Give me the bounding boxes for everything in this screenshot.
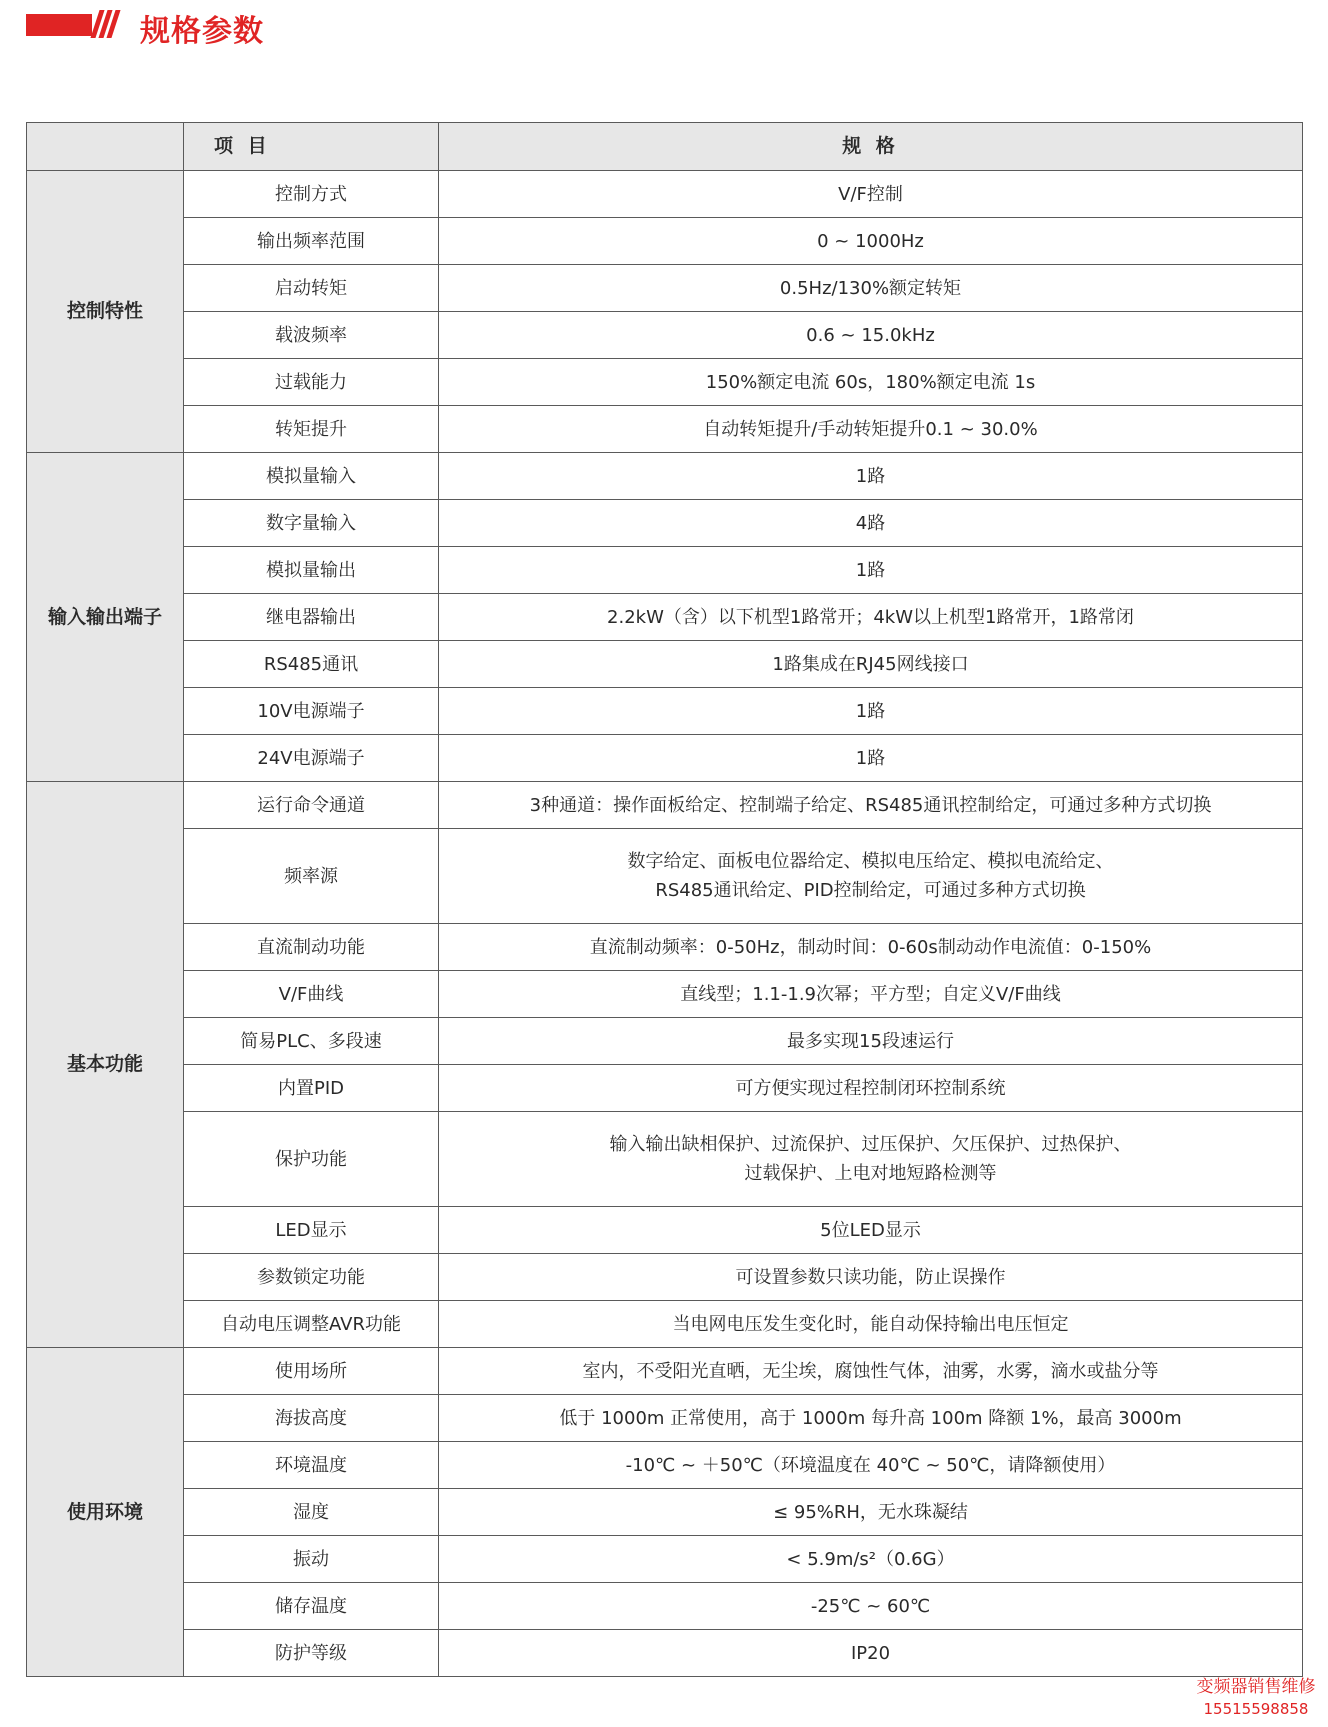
spec-line: 数字给定、面板电位器给定、模拟电压给定、模拟电流给定、	[627, 851, 1114, 872]
spec-cell	[439, 829, 1303, 924]
spec-cell	[439, 1348, 1303, 1395]
spec-cell	[439, 1583, 1303, 1630]
item-cell: 内置PID	[184, 1065, 439, 1112]
table-row	[27, 735, 1303, 782]
item-cell: LED显示	[184, 1207, 439, 1254]
item-cell: 载波频率	[184, 312, 439, 359]
table-row	[27, 971, 1303, 1018]
table-row	[27, 1583, 1303, 1630]
spec-line: IP20	[850, 1642, 891, 1664]
item-cell: 10V电源端子	[184, 688, 439, 735]
spec-line: -10℃ ~ ＋50℃（环境温度在 40℃ ~ 50℃，请降额使用）	[625, 1454, 1116, 1476]
table-row	[27, 1630, 1303, 1677]
table-row	[27, 1018, 1303, 1065]
spec-cell	[439, 594, 1303, 641]
item-cell: 运行命令通道	[184, 782, 439, 829]
spec-cell	[439, 1254, 1303, 1301]
item-cell: RS485通讯	[184, 641, 439, 688]
spec-cell	[439, 171, 1303, 218]
spec-line: 直线型；1.1-1.9次幂；平方型；自定义V/F曲线	[680, 983, 1061, 1005]
item-cell: 过载能力	[184, 359, 439, 406]
item-cell: 保护功能	[184, 1112, 439, 1207]
spec-line: 4路	[855, 512, 886, 534]
item-cell: 直流制动功能	[184, 924, 439, 971]
spec-cell	[439, 1018, 1303, 1065]
spec-cell	[439, 1395, 1303, 1442]
spec-line: 室内，不受阳光直晒，无尘埃，腐蚀性气体，油雾，水雾，滴水或盐分等	[582, 1360, 1159, 1382]
table-row	[27, 1112, 1303, 1207]
spec-line: 过载保护、上电对地短路检测等	[744, 1163, 997, 1184]
spec-cell	[439, 312, 1303, 359]
table-row	[27, 171, 1303, 218]
table-row	[27, 1348, 1303, 1395]
item-cell: V/F曲线	[184, 971, 439, 1018]
watermark-phone: 15515598858	[1203, 1700, 1309, 1718]
spec-line: 1路	[855, 465, 886, 487]
spec-line: RS485通讯给定、PID控制给定，可通过多种方式切换	[655, 880, 1086, 901]
spec-cell	[439, 1442, 1303, 1489]
spec-cell	[439, 265, 1303, 312]
spec-cell	[439, 1112, 1303, 1207]
spec-line: < 5.9m/s²（0.6G）	[786, 1548, 955, 1570]
item-cell: 模拟量输出	[184, 547, 439, 594]
item-cell: 输出频率范围	[184, 218, 439, 265]
table-row	[27, 1536, 1303, 1583]
spec-line: 自动转矩提升/手动转矩提升0.1 ~ 30.0%	[703, 418, 1038, 440]
item-cell: 使用场所	[184, 1348, 439, 1395]
spec-cell	[439, 547, 1303, 594]
spec-cell	[439, 1536, 1303, 1583]
spec-line: 2.2kW（含）以下机型1路常开；4kW以上机型1路常开，1路常闭	[607, 606, 1134, 628]
spec-cell	[439, 1301, 1303, 1348]
table-row	[27, 594, 1303, 641]
spec-line: 0 ~ 1000Hz	[817, 230, 924, 252]
header-category	[27, 123, 184, 171]
item-cell: 湿度	[184, 1489, 439, 1536]
item-cell: 简易PLC、多段速	[184, 1018, 439, 1065]
category-cell: 使用环境	[27, 1348, 184, 1677]
spec-line: 可方便实现过程控制闭环控制系统	[735, 1077, 1006, 1099]
spec-line: ≤ 95%RH，无水珠凝结	[773, 1501, 968, 1523]
header-slash-marks	[92, 10, 116, 40]
spec-cell	[439, 359, 1303, 406]
spec-line: 输入输出缺相保护、过流保护、过压保护、欠压保护、过热保护、	[609, 1134, 1132, 1155]
table-row	[27, 265, 1303, 312]
table-row	[27, 500, 1303, 547]
spec-cell	[439, 1489, 1303, 1536]
spec-line: 1路	[855, 559, 886, 581]
spec-cell	[439, 453, 1303, 500]
item-cell: 海拔高度	[184, 1395, 439, 1442]
page-header	[0, 0, 1328, 60]
table-row	[27, 1254, 1303, 1301]
table-row	[27, 547, 1303, 594]
spec-cell	[439, 500, 1303, 547]
spec-line: -25℃ ~ 60℃	[810, 1595, 931, 1617]
watermark	[1186, 1676, 1326, 1720]
table-row	[27, 641, 1303, 688]
item-cell: 频率源	[184, 829, 439, 924]
spec-cell	[439, 1065, 1303, 1112]
spec-cell	[439, 218, 1303, 265]
table-row	[27, 1442, 1303, 1489]
table-row	[27, 1489, 1303, 1536]
spec-cell	[439, 735, 1303, 782]
spec-line: V/F控制	[838, 183, 903, 205]
item-cell: 储存温度	[184, 1583, 439, 1630]
table-row	[27, 829, 1303, 924]
header-item: 项 目	[184, 123, 439, 171]
spec-table	[26, 122, 1303, 1677]
page-title: 规格参数	[140, 14, 264, 49]
item-cell: 转矩提升	[184, 406, 439, 453]
table-row	[27, 1065, 1303, 1112]
header-accent-bar	[26, 14, 92, 36]
spec-cell	[439, 1207, 1303, 1254]
table-row	[27, 359, 1303, 406]
spec-line: 1路集成在RJ45网线接口	[772, 653, 969, 675]
table-row	[27, 312, 1303, 359]
category-cell: 控制特性	[27, 171, 184, 453]
header-spec: 规 格	[439, 123, 1303, 171]
table-row	[27, 1301, 1303, 1348]
item-cell: 模拟量输入	[184, 453, 439, 500]
spec-line: 直流制动频率：0-50Hz，制动时间：0-60s制动动作电流值：0-150%	[589, 936, 1152, 958]
spec-line: 可设置参数只读功能，防止误操作	[735, 1266, 1006, 1288]
table-row	[27, 453, 1303, 500]
item-cell: 自动电压调整AVR功能	[184, 1301, 439, 1348]
item-cell: 数字量输入	[184, 500, 439, 547]
item-cell: 24V电源端子	[184, 735, 439, 782]
category-cell: 输入输出端子	[27, 453, 184, 782]
watermark-text: 变频器销售维修	[1196, 1677, 1316, 1697]
table-row	[27, 924, 1303, 971]
spec-line: 0.5Hz/130%额定转矩	[779, 277, 962, 299]
spec-line: 当电网电压发生变化时，能自动保持输出电压恒定	[672, 1313, 1069, 1335]
spec-line: 3种通道：操作面板给定、控制端子给定、RS485通讯控制给定，可通过多种方式切换	[529, 794, 1212, 816]
item-cell: 振动	[184, 1536, 439, 1583]
item-cell: 启动转矩	[184, 265, 439, 312]
spec-cell	[439, 782, 1303, 829]
item-cell: 控制方式	[184, 171, 439, 218]
spec-cell	[439, 1630, 1303, 1677]
spec-line: 1路	[855, 747, 886, 769]
table-row	[27, 1207, 1303, 1254]
spec-cell	[439, 688, 1303, 735]
spec-line: 0.6 ~ 15.0kHz	[806, 324, 935, 346]
item-cell: 防护等级	[184, 1630, 439, 1677]
spec-line: 1路	[855, 700, 886, 722]
spec-line: 150%额定电流 60s，180%额定电流 1s	[705, 371, 1036, 393]
table-row	[27, 782, 1303, 829]
spec-cell	[439, 641, 1303, 688]
spec-table-body	[27, 171, 1303, 1677]
item-cell: 继电器输出	[184, 594, 439, 641]
spec-line: 5位LED显示	[820, 1219, 921, 1241]
table-row	[27, 406, 1303, 453]
table-row	[27, 688, 1303, 735]
spec-cell	[439, 971, 1303, 1018]
table-header-row	[27, 123, 1303, 171]
spec-line: 低于 1000m 正常使用，高于 1000m 每升高 100m 降额 1%，最高 3000m	[559, 1407, 1182, 1429]
item-cell: 环境温度	[184, 1442, 439, 1489]
table-row	[27, 218, 1303, 265]
category-cell: 基本功能	[27, 782, 184, 1348]
item-cell: 参数锁定功能	[184, 1254, 439, 1301]
spec-line: 最多实现15段速运行	[787, 1030, 954, 1052]
spec-cell	[439, 924, 1303, 971]
spec-cell	[439, 406, 1303, 453]
table-row	[27, 1395, 1303, 1442]
